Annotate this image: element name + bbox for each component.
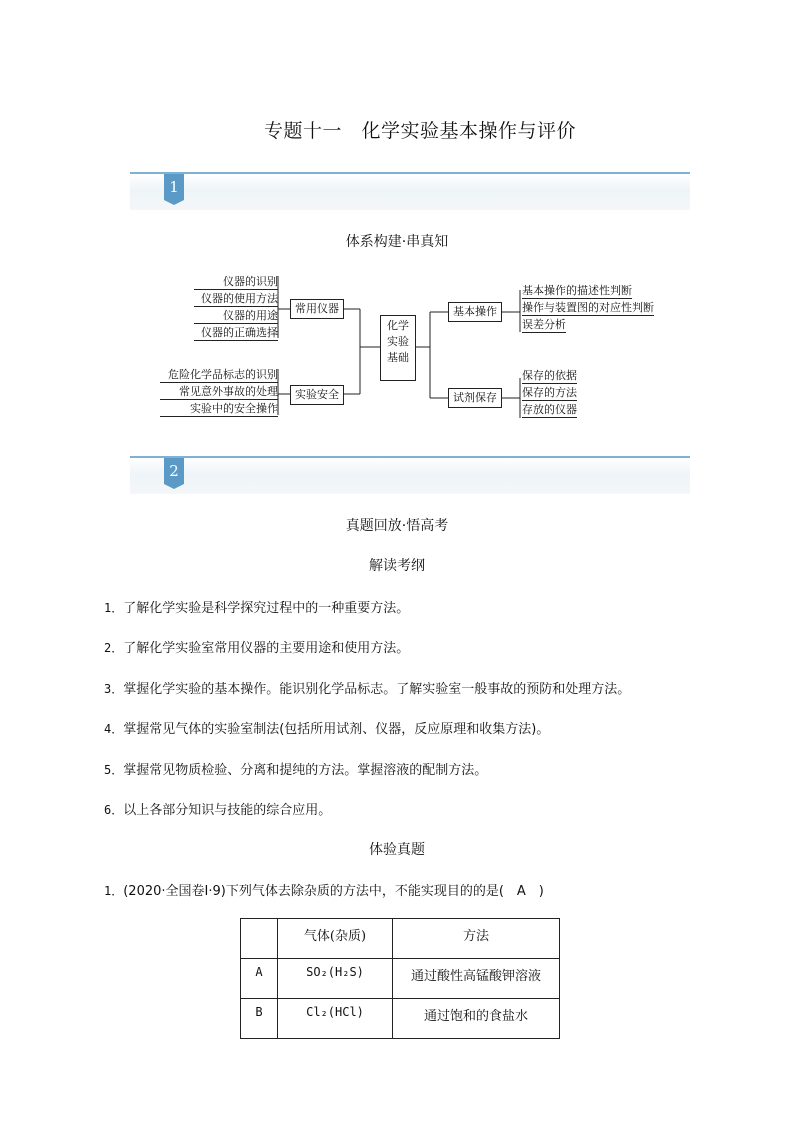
- item-number: 1．: [104, 601, 124, 615]
- question: [104, 880, 544, 899]
- page-title: 专题十一 化学实验基本操作与评价: [263, 120, 576, 142]
- table-row: [241, 959, 560, 999]
- experience-heading: 体验真题: [369, 842, 425, 858]
- mindmap-leaf: 常见意外事故的处理: [160, 385, 278, 400]
- mindmap-leaf: 仪器的使用方法: [194, 292, 278, 307]
- mindmap-leaf: 保存的依据: [522, 369, 577, 382]
- item-text: 掌握常见气体的实验室制法(包括所用试剂、仪器，反应原理和收集方法)。: [123, 722, 550, 737]
- mindmap-leaf: 操作与装置图的对应性判断: [522, 301, 654, 314]
- syllabus-item: [104, 597, 409, 616]
- banner-bar: [130, 456, 690, 494]
- row-gas: Cl₂(HCl): [278, 999, 393, 1039]
- mindmap-node-instruments: 常用仪器: [290, 299, 344, 319]
- table-header-row: [241, 919, 560, 959]
- mindmap-node-safety: 实验安全: [290, 385, 344, 405]
- table-header-cell: [241, 919, 278, 959]
- item-number: 6．: [104, 803, 124, 817]
- item-number: 4．: [104, 722, 124, 736]
- item-text: 了解化学实验室常用仪器的主要用途和使用方法。: [123, 641, 410, 656]
- section-number: 1: [169, 178, 179, 196]
- row-method: 通过饱和的食盐水: [393, 999, 560, 1039]
- section-banner-2: [130, 456, 690, 492]
- question-number: 1．: [104, 884, 124, 898]
- section1-heading: 体系构建·串真知: [345, 234, 449, 250]
- item-text: 掌握常见物质检验、分离和提纯的方法。掌握溶液的配制方法。: [123, 763, 488, 778]
- section-number: 2: [169, 462, 179, 480]
- answer-table: [240, 918, 560, 1039]
- mindmap-node-reagent-storage: 试剂保存: [448, 388, 502, 408]
- item-number: 2．: [104, 641, 124, 655]
- row-gas: SO₂(H₂S): [278, 959, 393, 999]
- item-number: 5．: [104, 763, 124, 777]
- section-number-badge: [164, 458, 184, 488]
- mindmap-leaf: 危险化学品标志的识别: [160, 368, 278, 383]
- mindmap-leaf: 仪器的识别: [194, 275, 278, 290]
- table-row: [241, 999, 560, 1039]
- mindmap-node-basic-operations: 基本操作: [448, 302, 502, 322]
- syllabus-item: [104, 678, 630, 697]
- item-number: 3．: [104, 682, 124, 696]
- center-line: 化学: [387, 319, 409, 332]
- mindmap-leaf: 保存的方法: [522, 386, 577, 399]
- center-line: 实验: [387, 335, 409, 348]
- row-label: A: [241, 959, 278, 999]
- mindmap-center: [380, 315, 416, 381]
- table-header-cell: 方法: [393, 919, 560, 959]
- syllabus-item: [104, 718, 549, 737]
- section-number-badge: [164, 174, 184, 204]
- mindmap-leaf: 存放的仪器: [522, 403, 577, 416]
- mindmap-leaf: 基本操作的描述性判断: [522, 284, 632, 297]
- section-banner-1: [130, 172, 690, 208]
- mindmap-leaf: 仪器的用途: [194, 309, 278, 324]
- syllabus-item: [104, 799, 331, 818]
- mindmap-leaf: 误差分析: [522, 318, 566, 331]
- table-header-cell: 气体(杂质): [278, 919, 393, 959]
- syllabus-heading: 解读考纲: [369, 558, 425, 574]
- mind-map: [160, 274, 670, 424]
- syllabus-item: [104, 637, 409, 656]
- item-text: 了解化学实验是科学探究过程中的一种重要方法。: [123, 601, 410, 616]
- row-method: 通过酸性高锰酸钾溶液: [393, 959, 560, 999]
- item-text: 掌握化学实验的基本操作。能识别化学品标志。了解实验室一般事故的预防和处理方法。: [123, 682, 631, 697]
- item-text: 以上各部分知识与技能的综合应用。: [123, 803, 332, 818]
- mindmap-leaf: 仪器的正确选择: [194, 326, 278, 341]
- banner-bar: [130, 172, 690, 210]
- mindmap-leaf: 实验中的安全操作: [160, 402, 278, 417]
- row-label: B: [241, 999, 278, 1039]
- section2-heading: 真题回放·悟高考: [345, 518, 449, 534]
- center-line: 基础: [387, 351, 409, 364]
- syllabus-item: [104, 759, 487, 778]
- question-text: (2020·全国卷Ⅰ·9)下列气体去除杂质的方法中，不能实现目的的是( A ): [123, 884, 544, 899]
